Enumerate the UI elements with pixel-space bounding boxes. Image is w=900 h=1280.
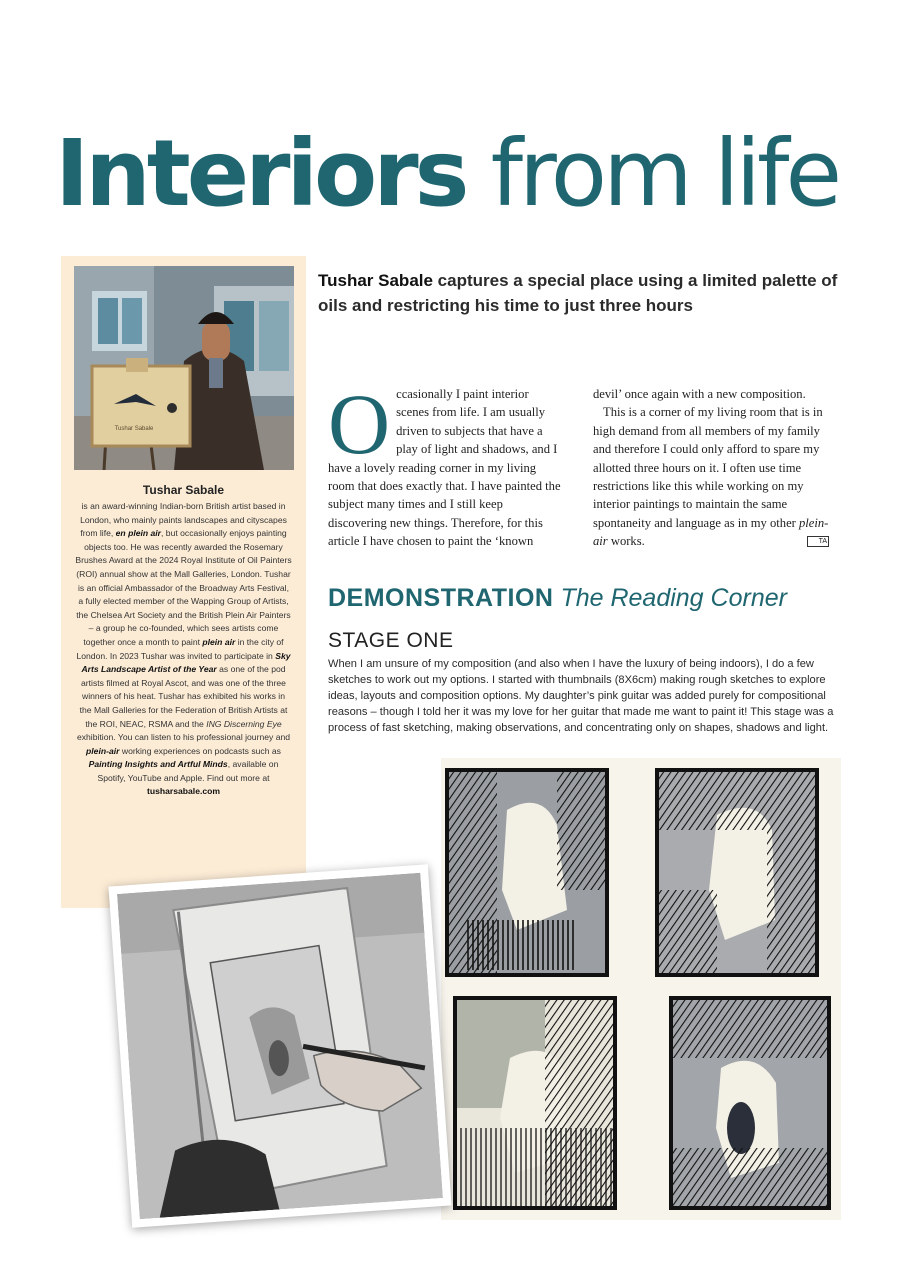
- sketchbook-photo: [108, 864, 451, 1227]
- demonstration-heading: [328, 582, 868, 614]
- easel-sign-text: Tushar Sabale: [114, 426, 154, 432]
- article-paragraph-2-text: This is a corner of my living room that is in high demand from all members of my family and therefore I could only afford to spare my allotted three hours on it. I often use time restrictions like this while working on my interior paintings to maintain the same spontaneity and language as in my other: [593, 405, 823, 530]
- article-paragraph-1-end: devil’ once again with a new composition.: [593, 387, 806, 401]
- bio-segment: as one of the pod artists filmed at Royal Ascot, and was one of the three winners of his heat. Tushar has exhibited his works in the Mall Galleries for the Federation of British Artists at the ROI, NEAC, RSMA and the: [79, 664, 288, 729]
- bio-segment: is an award-winning Indian-born British artist based in London, who mainly paints landscapes and cityscapes from life,: [80, 501, 287, 539]
- bio-text: [75, 500, 292, 799]
- title-bold: Interiors: [55, 120, 466, 227]
- article-paragraph-2: [593, 403, 829, 550]
- standfirst-text: captures a special place using a limited palette of oils and restricting his time to just three hours: [318, 271, 838, 315]
- bio-segment: plein-air: [86, 745, 120, 756]
- demonstration-label: DEMONSTRATION: [328, 584, 554, 612]
- bio-segment: exhibition. You can listen to his professional journey and: [76, 732, 291, 743]
- bio-name: Tushar Sabale: [142, 483, 225, 497]
- bio-segment: , but occasionally enjoys painting objects too. He was recently awarded the Rosemary Brushes Award at the 2024 Royal Institute of Oil Painters (ROI) annual show at the Mall Galleries, London. Tushar is an official Ambassador of the Broadway Arts Festival, a fully elected member of the Wapping Group of Artists, the Chelsea Art Society and the British Plein Air Painters – a group he co-founded, which sees artists come together once a month to paint: [75, 528, 292, 647]
- artist-photo: [74, 266, 294, 470]
- thumbnail-sketches-illustration: [441, 758, 841, 1220]
- thumbnail-sketches: [441, 758, 841, 1220]
- article-paragraph-2-end: works.: [607, 534, 645, 549]
- bio-segment: en plein air: [115, 528, 162, 539]
- bio-segment: , available on Spotify, YouTube and Apple. Find out more at: [97, 759, 279, 783]
- artist-photo-illustration: [74, 266, 294, 470]
- artist-bio-sidebar: [61, 256, 306, 908]
- title-light: from life: [465, 120, 839, 227]
- bio-segment: plein air: [202, 636, 236, 647]
- article-column-1: [328, 376, 564, 551]
- standfirst: [318, 268, 838, 318]
- page-title: [55, 120, 875, 227]
- article-paragraph-1: ccasionally I paint interior scenes from life. I am usually driven to subjects that have a play of light and shadows, and I have a lovely reading corner in my living room that does exactly that. I have painted the subject many times and I still keep discovering new things. Therefore, for this article I have chosen to paint the ‘known: [328, 387, 561, 549]
- stage-heading: STAGE ONE: [328, 629, 454, 652]
- article-paragraph-2-italic: plein-air: [593, 515, 829, 549]
- bio-segment: tusharsabale.com: [146, 786, 221, 797]
- end-mark-icon: TA: [807, 536, 829, 547]
- bio-segment: working experiences on podcasts such as: [119, 745, 281, 756]
- drop-cap: O: [328, 376, 391, 472]
- bio-segment: in the city of London. In 2023 Tushar was invited to participate in: [76, 636, 284, 661]
- standfirst-name: Tushar Sabale: [318, 271, 433, 290]
- stage-body: When I am unsure of my composition (and also when I have the luxury of being indoors), I do a few sketches to work out my options. I started with thumbnails (8X6cm) making rough sketches to explore ideas, layouts and composition options. My daughter’s pink guitar was added purely for compositional reasons – though I told her it was my love for her guitar that made me want to paint it! This stage was a process of fast sketching, making observations, and concentrating only on shapes, shadows and light.: [328, 658, 834, 734]
- sketchbook-illustration: [117, 873, 443, 1219]
- demonstration-title: The Reading Corner: [560, 584, 787, 612]
- article-column-2: [593, 385, 829, 551]
- bio-segment: ING Discerning Eye: [206, 718, 282, 729]
- bio-segment: Sky Arts Landscape Artist of the Year: [81, 650, 291, 675]
- bio-segment: Painting Insights and Artful Minds: [88, 759, 228, 770]
